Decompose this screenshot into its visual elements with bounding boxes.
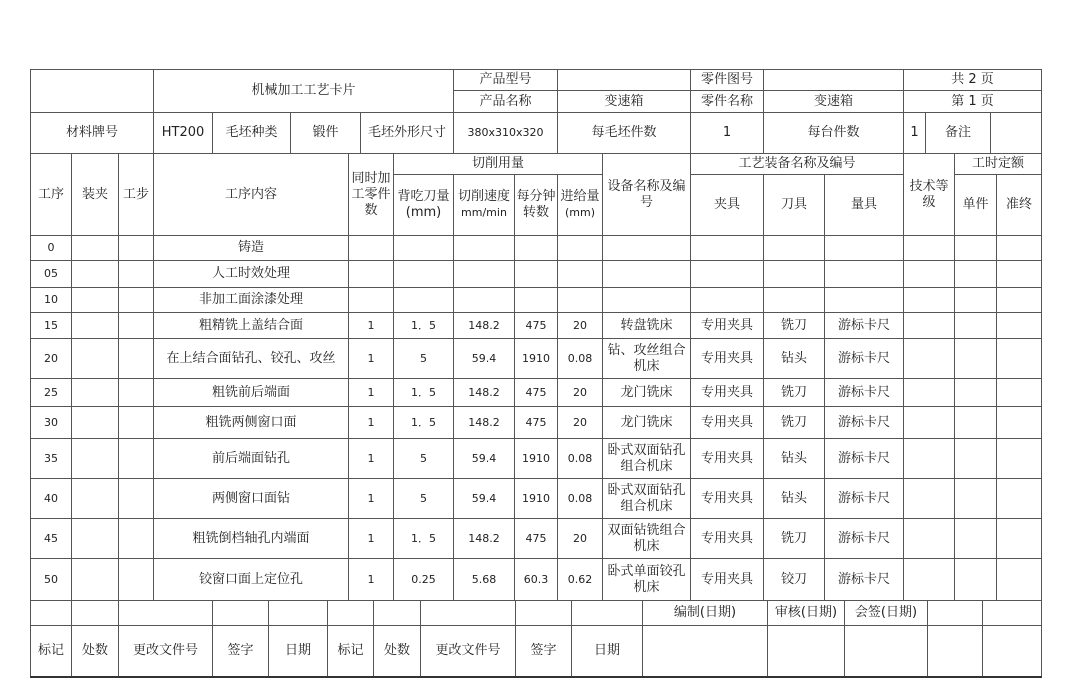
cell-gauge xyxy=(825,236,904,261)
cell-op: 25 xyxy=(31,379,72,407)
blank-size-label: 毛坯外形尺寸 xyxy=(361,113,454,154)
blank-size: 380x310x320 xyxy=(454,113,558,154)
cell-empty xyxy=(72,339,119,379)
cell-n: 1 xyxy=(349,479,394,519)
material: HT200 xyxy=(154,113,213,154)
cell-empty xyxy=(955,479,997,519)
cell-gauge: 游标卡尺 xyxy=(825,559,904,601)
cell-depth xyxy=(394,261,454,288)
cell-speed xyxy=(454,288,515,313)
product-model xyxy=(558,70,691,91)
cell-empty xyxy=(119,313,154,339)
cell-n: 1 xyxy=(349,379,394,407)
cell-depth: 1．5 xyxy=(394,407,454,439)
cell-rpm: 1910 xyxy=(515,439,558,479)
cell-empty xyxy=(904,519,955,559)
cell-empty xyxy=(997,288,1042,313)
col-fixture: 夹具 xyxy=(691,175,764,236)
cell-empty xyxy=(72,261,119,288)
cell-gauge: 游标卡尺 xyxy=(825,479,904,519)
table-row xyxy=(31,261,1042,288)
cell-gauge xyxy=(825,261,904,288)
cell-op: 40 xyxy=(31,479,72,519)
cell-depth: 1．5 xyxy=(394,379,454,407)
cell-gauge: 游标卡尺 xyxy=(825,407,904,439)
cell-gauge: 游标卡尺 xyxy=(825,339,904,379)
cell-content: 粗铣前后端面 xyxy=(154,379,349,407)
cell-equip: 龙门铣床 xyxy=(603,379,691,407)
cell-speed: 148.2 xyxy=(454,379,515,407)
col-gauge: 量具 xyxy=(825,175,904,236)
cell-gauge: 游标卡尺 xyxy=(825,313,904,339)
cell-n: 1 xyxy=(349,313,394,339)
cell-empty xyxy=(72,407,119,439)
cell-empty xyxy=(119,479,154,519)
per-blank: 1 xyxy=(691,113,764,154)
sign-label: 签字 xyxy=(516,626,572,677)
material-label: 材料牌号 xyxy=(31,113,154,154)
cell-speed: 59.4 xyxy=(454,339,515,379)
cell-op: 05 xyxy=(31,261,72,288)
cell-empty xyxy=(904,479,955,519)
cell-empty xyxy=(955,559,997,601)
table-row xyxy=(31,236,1042,261)
cell-speed: 5.68 xyxy=(454,559,515,601)
doc-no-label: 更改文件号 xyxy=(119,626,213,677)
cell-fixture: 专用夹具 xyxy=(691,339,764,379)
cell-feed: 20 xyxy=(558,519,603,559)
cell-cutter: 铰刀 xyxy=(764,559,825,601)
col-simul: 同时加工零件数 xyxy=(349,154,394,236)
table-row xyxy=(31,479,1042,519)
cell-speed xyxy=(454,236,515,261)
cell-depth: 1．5 xyxy=(394,519,454,559)
table-row xyxy=(31,288,1042,313)
countersign-label: 会签(日期) xyxy=(845,601,928,626)
col-rpm: 每分钟转数 xyxy=(515,175,558,236)
cell-cutter: 铣刀 xyxy=(764,379,825,407)
cell-speed: 148.2 xyxy=(454,407,515,439)
card-title: 机械加工工艺卡片 xyxy=(154,70,454,113)
cell-fixture: 专用夹具 xyxy=(691,559,764,601)
table-row xyxy=(31,379,1042,407)
cell-cutter xyxy=(764,236,825,261)
table-row xyxy=(31,407,1042,439)
cell-empty xyxy=(904,407,955,439)
cell-empty xyxy=(955,261,997,288)
cell-n: 1 xyxy=(349,519,394,559)
cell-content: 非加工面涂漆处理 xyxy=(154,288,349,313)
cell-feed: 0.62 xyxy=(558,559,603,601)
cell-empty xyxy=(119,379,154,407)
table-row xyxy=(31,439,1042,479)
cell-feed: 20 xyxy=(558,379,603,407)
cell-n: 1 xyxy=(349,559,394,601)
cell-empty xyxy=(72,236,119,261)
cell-empty xyxy=(955,379,997,407)
cell-empty xyxy=(72,313,119,339)
cell-fixture: 专用夹具 xyxy=(691,407,764,439)
cell-empty xyxy=(72,479,119,519)
cell-empty xyxy=(997,407,1042,439)
count-label: 处数 xyxy=(374,626,421,677)
cell-empty xyxy=(119,339,154,379)
col-op: 工序 xyxy=(31,154,72,236)
cell-empty xyxy=(72,288,119,313)
cell-cutter: 铣刀 xyxy=(764,407,825,439)
cell-empty xyxy=(119,261,154,288)
cell-empty xyxy=(955,439,997,479)
cell-empty xyxy=(904,236,955,261)
cell-equip xyxy=(603,288,691,313)
cell-speed: 148.2 xyxy=(454,313,515,339)
per-unit-label: 每台件数 xyxy=(764,113,904,154)
remark xyxy=(991,113,1042,154)
cell-empty xyxy=(72,379,119,407)
cell-cutter: 钻头 xyxy=(764,479,825,519)
cell-fixture xyxy=(691,236,764,261)
cell-fixture xyxy=(691,288,764,313)
cell-empty xyxy=(72,559,119,601)
cell-depth xyxy=(394,288,454,313)
cell-cutter: 铣刀 xyxy=(764,519,825,559)
card-header xyxy=(30,69,1042,154)
part-drawing-label: 零件图号 xyxy=(691,70,764,91)
cell-empty xyxy=(997,439,1042,479)
cell-op: 35 xyxy=(31,439,72,479)
cell-empty xyxy=(904,339,955,379)
cell-empty xyxy=(904,559,955,601)
cell-empty xyxy=(955,288,997,313)
part-drawing xyxy=(764,70,904,91)
cell-feed xyxy=(558,236,603,261)
cell-cutter: 铣刀 xyxy=(764,313,825,339)
cell-n xyxy=(349,288,394,313)
cell-empty xyxy=(119,288,154,313)
cell-equip: 钻、攻丝组合机床 xyxy=(603,339,691,379)
cell-depth xyxy=(394,236,454,261)
cell-rpm xyxy=(515,288,558,313)
cell-content: 两侧窗口面钻 xyxy=(154,479,349,519)
cell-depth: 0.25 xyxy=(394,559,454,601)
col-content: 工序内容 xyxy=(154,154,349,236)
cell-depth: 1．5 xyxy=(394,313,454,339)
cell-empty xyxy=(119,236,154,261)
cell-gauge: 游标卡尺 xyxy=(825,439,904,479)
cell-empty xyxy=(955,519,997,559)
cell-equip: 卧式单面铰孔机床 xyxy=(603,559,691,601)
sign-label: 签字 xyxy=(213,626,269,677)
product-name-label: 产品名称 xyxy=(454,91,558,113)
cell-content: 粗铣倒档轴孔内端面 xyxy=(154,519,349,559)
cell-rpm: 475 xyxy=(515,407,558,439)
mark-label: 标记 xyxy=(328,626,374,677)
cell-fixture: 专用夹具 xyxy=(691,379,764,407)
cell-content: 前后端面钻孔 xyxy=(154,439,349,479)
cell-op: 20 xyxy=(31,339,72,379)
cell-n xyxy=(349,236,394,261)
table-row xyxy=(31,313,1042,339)
cell-empty xyxy=(904,313,955,339)
cell-equip: 卧式双面钻孔组合机床 xyxy=(603,479,691,519)
col-cutting: 切削用量 xyxy=(394,154,603,175)
cell-fixture: 专用夹具 xyxy=(691,313,764,339)
cell-n: 1 xyxy=(349,439,394,479)
cell-empty xyxy=(955,407,997,439)
cell-rpm: 1910 xyxy=(515,339,558,379)
cell-empty xyxy=(119,559,154,601)
col-prep-time: 准终 xyxy=(997,175,1042,236)
cell-empty xyxy=(955,236,997,261)
cell-empty xyxy=(904,261,955,288)
table-row xyxy=(31,519,1042,559)
cell-op: 10 xyxy=(31,288,72,313)
cell-speed xyxy=(454,261,515,288)
cell-feed xyxy=(558,261,603,288)
cell-empty xyxy=(955,339,997,379)
cell-op: 15 xyxy=(31,313,72,339)
col-cutter: 刀具 xyxy=(764,175,825,236)
cell-cutter xyxy=(764,261,825,288)
cell-gauge xyxy=(825,288,904,313)
cell-empty xyxy=(72,519,119,559)
cell-cutter: 钻头 xyxy=(764,339,825,379)
compile-label: 编制(日期) xyxy=(643,601,768,626)
cell-empty xyxy=(997,479,1042,519)
cell-content: 铸造 xyxy=(154,236,349,261)
part-name-label: 零件名称 xyxy=(691,91,764,113)
cell-equip xyxy=(603,261,691,288)
page-number: 第 1 页 xyxy=(904,91,1042,113)
cell-empty xyxy=(997,339,1042,379)
cell-equip: 转盘铣床 xyxy=(603,313,691,339)
col-speed: 切削速度 mm/min xyxy=(454,175,515,236)
col-grade: 技术等级 xyxy=(904,154,955,236)
cell-equip xyxy=(603,236,691,261)
cell-empty xyxy=(119,519,154,559)
total-pages: 共 2 页 xyxy=(904,70,1042,91)
cell-empty xyxy=(997,236,1042,261)
cell-content: 粗铣两侧窗口面 xyxy=(154,407,349,439)
col-unit-time: 单件 xyxy=(955,175,997,236)
cell-speed: 148.2 xyxy=(454,519,515,559)
blank-cell xyxy=(31,70,154,113)
process-table xyxy=(30,153,1042,601)
col-equipment: 设备名称及编号 xyxy=(603,154,691,236)
col-clamp: 装夹 xyxy=(72,154,119,236)
cell-gauge: 游标卡尺 xyxy=(825,519,904,559)
blank-type: 锻件 xyxy=(291,113,361,154)
remark-label: 备注 xyxy=(926,113,991,154)
cell-content: 粗精铣上盖结合面 xyxy=(154,313,349,339)
cell-speed: 59.4 xyxy=(454,479,515,519)
table-row xyxy=(31,559,1042,601)
product-name: 变速箱 xyxy=(558,91,691,113)
cell-equip: 卧式双面钻孔组合机床 xyxy=(603,439,691,479)
mark-label: 标记 xyxy=(31,626,72,677)
cell-rpm xyxy=(515,236,558,261)
cell-feed: 0.08 xyxy=(558,439,603,479)
cell-op: 50 xyxy=(31,559,72,601)
doc-no-label: 更改文件号 xyxy=(421,626,516,677)
per-unit: 1 xyxy=(904,113,926,154)
cell-content: 铰窗口面上定位孔 xyxy=(154,559,349,601)
cell-content: 在上结合面钻孔、铰孔、攻丝 xyxy=(154,339,349,379)
cell-empty xyxy=(997,313,1042,339)
cell-empty xyxy=(72,439,119,479)
cell-fixture: 专用夹具 xyxy=(691,439,764,479)
cell-feed: 0.08 xyxy=(558,339,603,379)
cell-op: 30 xyxy=(31,407,72,439)
cell-speed: 59.4 xyxy=(454,439,515,479)
date-label: 日期 xyxy=(572,626,643,677)
cell-depth: 5 xyxy=(394,439,454,479)
cell-op: 45 xyxy=(31,519,72,559)
count-label: 处数 xyxy=(72,626,119,677)
cell-gauge: 游标卡尺 xyxy=(825,379,904,407)
cell-cutter: 钻头 xyxy=(764,439,825,479)
cell-equip: 龙门铣床 xyxy=(603,407,691,439)
cell-empty xyxy=(904,288,955,313)
cell-equip: 双面钻铣组合机床 xyxy=(603,519,691,559)
col-time: 工时定额 xyxy=(955,154,1042,175)
review-label: 审核(日期) xyxy=(768,601,845,626)
cell-cutter xyxy=(764,288,825,313)
cell-empty xyxy=(904,439,955,479)
blank-type-label: 毛坯种类 xyxy=(213,113,291,154)
cell-rpm: 475 xyxy=(515,379,558,407)
cell-empty xyxy=(904,379,955,407)
cell-feed: 20 xyxy=(558,407,603,439)
part-name: 变速箱 xyxy=(764,91,904,113)
cell-fixture: 专用夹具 xyxy=(691,479,764,519)
cell-fixture xyxy=(691,261,764,288)
product-model-label: 产品型号 xyxy=(454,70,558,91)
col-depth: 背吃刀量(mm) xyxy=(394,175,454,236)
cell-rpm: 1910 xyxy=(515,479,558,519)
cell-depth: 5 xyxy=(394,339,454,379)
cell-depth: 5 xyxy=(394,479,454,519)
cell-empty xyxy=(119,439,154,479)
cell-rpm xyxy=(515,261,558,288)
table-row xyxy=(31,339,1042,379)
cell-feed xyxy=(558,288,603,313)
cell-feed: 0.08 xyxy=(558,479,603,519)
per-blank-label: 每毛坯件数 xyxy=(558,113,691,154)
cell-feed: 20 xyxy=(558,313,603,339)
cell-empty xyxy=(997,379,1042,407)
cell-n: 1 xyxy=(349,339,394,379)
date-label: 日期 xyxy=(269,626,328,677)
cell-empty xyxy=(997,261,1042,288)
cell-content: 人工时效处理 xyxy=(154,261,349,288)
col-step: 工步 xyxy=(119,154,154,236)
cell-empty xyxy=(955,313,997,339)
cell-rpm: 60.3 xyxy=(515,559,558,601)
cell-fixture: 专用夹具 xyxy=(691,519,764,559)
cell-empty xyxy=(997,559,1042,601)
cell-empty xyxy=(119,407,154,439)
col-tooling: 工艺装备名称及编号 xyxy=(691,154,904,175)
col-feed: 进给量 (mm) xyxy=(558,175,603,236)
cell-rpm: 475 xyxy=(515,519,558,559)
cell-n xyxy=(349,261,394,288)
cell-rpm: 475 xyxy=(515,313,558,339)
cell-op: 0 xyxy=(31,236,72,261)
cell-n: 1 xyxy=(349,407,394,439)
revision-block xyxy=(30,600,1042,678)
cell-empty xyxy=(997,519,1042,559)
